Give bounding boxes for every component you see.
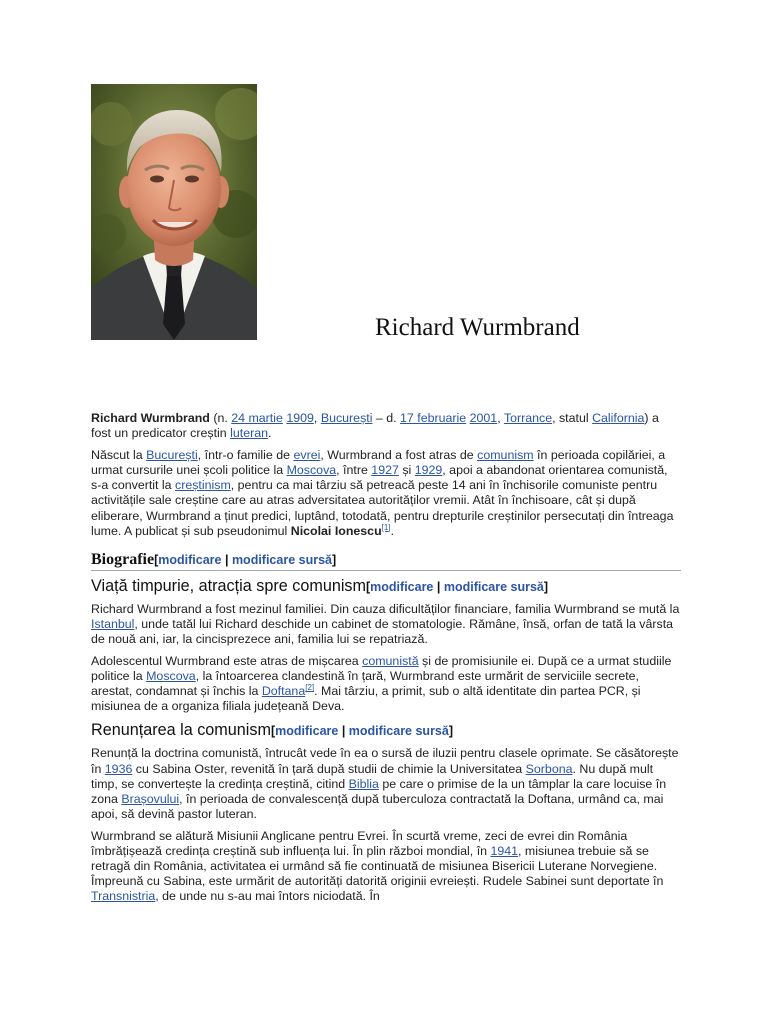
link-1927[interactable]: 1927	[371, 463, 399, 478]
summary-paragraph: Născut la București, într-o familie de evrei, Wurmbrand a fost atras de comunism în perioada copilăriei, a urmat cursurile unei școli politice la Moscova, între 1927 și 1929, apoi a abandonat orientarea comunistă, s-a convertit la creștinism, pentru ca mai târziu să petreacă peste 14 ani în închisorile comuniste pentru activitățile sale creștine care au atras adversitatea autorităților vremii. Atât în închisoare, cât și după eliberare, Wurmbrand a ținut predici, luptând, totodată, pentru drepturile creștinilor persecutați din întreaga lume. A publicat și sub pseudonimul Nicolai Ionescu[1].	[91, 448, 674, 538]
intro-paragraph: Richard Wurmbrand (n. 24 martie 1909, București – d. 17 februarie 2001, Torrance, statul California) a fost un predicator creștin luteran.	[91, 411, 659, 441]
link-1936[interactable]: 1936	[104, 761, 133, 776]
link-1941[interactable]: 1941	[490, 843, 519, 858]
edit-links-biografie: [modificare | modificare sursă]	[154, 552, 337, 567]
link-birth-city[interactable]: București	[320, 411, 373, 425]
link-moscova-2[interactable]: Moscova	[146, 669, 196, 684]
link-moscova[interactable]: Moscova	[286, 463, 337, 478]
link-evrei[interactable]: evrei	[293, 448, 321, 463]
section-renuntarea: Renunțarea la comunism[modificare | modificare sursă]	[91, 721, 454, 740]
link-biblia[interactable]: Biblia	[348, 776, 379, 791]
childhood-paragraph: Richard Wurmbrand a fost mezinul familiei. Din cauza dificultăților financiare, familia Wurmbrand se mută la Istanbul, unde tatăl lui Richard deschide un cabinet de stomatologie. Rămâne, însă, orfan de tată la vârsta de nouă ani, iar, la cincisprezece ani, familia lui se repatriază.	[91, 601, 680, 646]
adolescence-paragraph: Adolescentul Wurmbrand este atras de mișcarea comunistă și de promisiunile ei. După ce a urmat studiile politice la Moscova, la întoarcerea clandestină în țară, Wurmbrand este urmărit de serviciile secrete, arestat, condamnat și închis la Doftana[2]. Mai târziu, a primit, sub o altă identitate din partea PCR, și misiunea de a organiza filiala județeană Deva.	[91, 654, 672, 714]
link-birth-year[interactable]: 1909	[286, 411, 314, 425]
edit-button[interactable]: modificare	[158, 552, 222, 567]
portrait-photo	[91, 84, 257, 340]
link-doftana[interactable]: Doftana	[261, 684, 306, 699]
edit-button[interactable]: modificare	[370, 579, 434, 594]
link-1929[interactable]: 1929	[414, 463, 443, 478]
section-viata-timpurie: Viață timpurie, atracția spre comunism[modificare | modificare sursă]	[91, 576, 549, 595]
edit-source-button[interactable]: modificare sursă	[348, 724, 449, 739]
pseudonym: Nicolai Ionescu	[290, 523, 382, 538]
link-birth-day[interactable]: 24 martie	[231, 411, 283, 425]
link-death-year[interactable]: 2001	[469, 411, 498, 425]
link-state[interactable]: California	[592, 411, 645, 425]
edit-button[interactable]: modificare	[275, 724, 339, 739]
reference-1[interactable]: [1]	[381, 522, 391, 532]
link-istanbul[interactable]: Istanbul	[91, 616, 135, 631]
link-death-city[interactable]: Torrance	[503, 411, 553, 425]
link-sorbona[interactable]: Sorbona	[525, 761, 573, 776]
edit-source-button[interactable]: modificare sursă	[443, 579, 544, 594]
article-body	[91, 411, 681, 911]
section-biografie: Biografie[modificare | modificare sursă]	[91, 551, 681, 571]
link-transnistria[interactable]: Transnistria	[91, 889, 156, 904]
edit-source-button[interactable]: modificare sursă	[231, 552, 332, 567]
link-comunism[interactable]: comunism	[477, 448, 534, 463]
reference-2[interactable]: [2]	[305, 683, 315, 693]
link-comunista[interactable]: comunistă	[362, 654, 419, 669]
edit-links-viata: [modificare | modificare sursă]	[366, 579, 549, 594]
edit-links-renuntarea: [modificare | modificare sursă]	[270, 724, 454, 739]
link-death-day[interactable]: 17 februarie	[400, 411, 467, 425]
page-title: Richard Wurmbrand	[375, 314, 580, 341]
mission-paragraph: Wurmbrand se alătură Misiunii Anglicane pentru Evrei. În scurtă vreme, zeci de evrei din România îmbrățișează credința creștină sub influența lui. În plin război mondial, în 1941, misiunea trebuie să se retragă din România, activitatea ei urmând să fie continuată de misiunea Bisericii Luterane Norvegiene. Împreună cu Sabina, este urmărit de autorități datorită originii evreiești. Rudele Sabinei sunt deportate în Transnistria, de unde nu s-au mai întors niciodată. În	[91, 828, 664, 904]
link-bucuresti[interactable]: București	[146, 448, 198, 463]
link-luteran[interactable]: luteran	[230, 426, 269, 441]
link-crestinism[interactable]: creștinism	[175, 478, 231, 493]
conversion-paragraph: Renunță la doctrina comunistă, întrucât vede în ea o sursă de iluzii pentru clasele oprimate. Se căsătorește în 1936 cu Sabina Oster, revenită în țară după studii de chimie la Universitatea Sorbona. Nu după mult timp, se convertește la credința creștină, citind Biblia pe care o primise de la un tâmplar la care locuise în zona Brașovului, în perioada de convalescență după tuberculoza contractată la Doftana, urmând ca, mai apoi, să devină pastor luteran.	[91, 746, 679, 821]
subject-name: Richard Wurmbrand	[91, 411, 210, 425]
link-brasovului[interactable]: Brașovului	[121, 791, 180, 806]
